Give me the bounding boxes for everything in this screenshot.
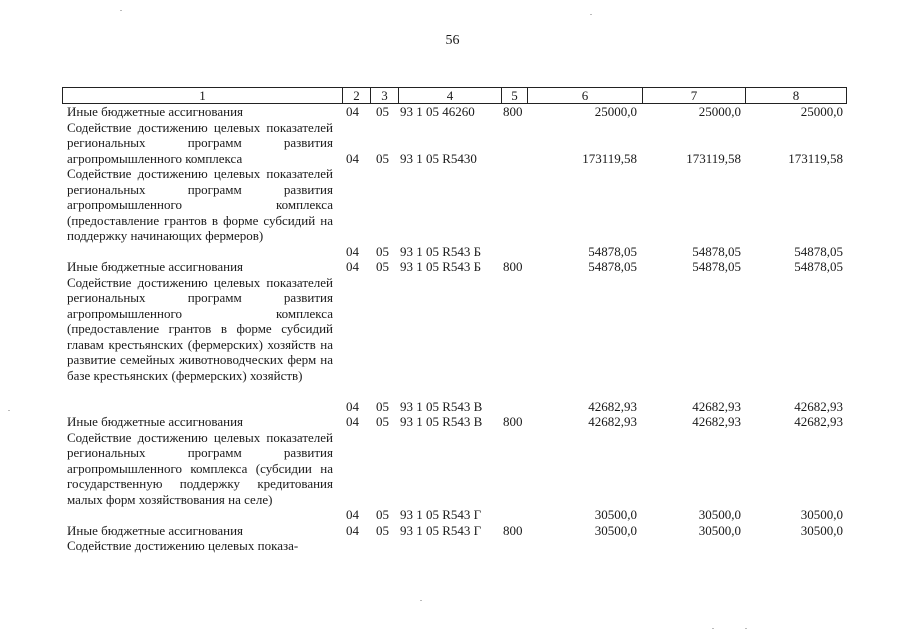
cell-c6: 30500,0 [594, 522, 637, 538]
cell-c6: 25000,0 [594, 104, 637, 119]
cell-c7: 54878,05 [692, 243, 741, 259]
cell-c7: 30500,0 [698, 507, 741, 522]
cell-c7: 42682,93 [692, 414, 741, 429]
cell-c6: 54878,05 [588, 243, 637, 259]
cell-c8: 173119,58 [788, 150, 843, 166]
cell-c8: 54878,05 [794, 243, 843, 259]
cell-c2: 04 [346, 104, 359, 119]
cell-c6: 54878,05 [588, 259, 637, 274]
header-col-4: 4 [398, 88, 501, 103]
cell-c6: 173119,58 [582, 150, 637, 166]
table-row [0, 523, 905, 539]
page-number: 56 [445, 33, 460, 48]
cell-c8: 42682,93 [794, 414, 843, 429]
row-name: Содействие достижению целевых показателей региональных программ развития агропромышленного комплекса (субсидии на государственную поддержку кредитования малых форм хозяйствования на селе) [67, 429, 333, 507]
cell-c6: 42682,93 [588, 398, 637, 414]
cell-c3: 05 [376, 414, 389, 429]
cell-c2: 04 [346, 522, 359, 538]
cell-c2: 04 [346, 150, 359, 166]
header-col-1: 1 [199, 88, 206, 103]
row-name: Содействие достижению целевых показателей региональных программ развития агропромышленного комплекса (предоставление грантов в форме субсидий главам крестьянских (фермерских) хозяйств на развитие семейных животноводческих ферм на базе крестьянских (фермерских) хозяйств) [67, 274, 333, 383]
cell-c8: 42682,93 [794, 398, 843, 414]
cell-c4: 93 1 05 R5430 [400, 150, 477, 166]
cell-c2: 04 [346, 243, 359, 259]
cell-c6: 42682,93 [588, 414, 637, 429]
cell-c4: 93 1 05 R543 Г [400, 507, 482, 522]
row-name: Содействие достижению целевых показателей региональных программ развития агропромышленного комплекса (предоставление грантов в форме субсидий на поддержку начинающих фермеров) [67, 166, 333, 243]
table-row [0, 259, 905, 275]
header-col-8: 8 [745, 88, 846, 103]
row-name: Содействие достижению целевых показателей региональных программ развития агропромышленного комплекса [67, 119, 333, 166]
cell-c3: 05 [376, 150, 389, 166]
cell-c2: 04 [346, 414, 359, 429]
row-name: Иные бюджетные ассигнования [67, 522, 244, 538]
cell-c4: 93 1 05 R543 Г [400, 522, 482, 538]
cell-c3: 05 [376, 522, 389, 538]
table-row [0, 538, 905, 554]
cell-c4: 93 1 05 R543 В [400, 398, 483, 414]
cell-c8: 54878,05 [794, 259, 843, 274]
header-col-7: 7 [642, 88, 745, 103]
cell-c5: 800 [503, 104, 523, 119]
cell-c3: 05 [376, 104, 389, 119]
table-row [0, 430, 905, 523]
cell-c8: 30500,0 [800, 522, 843, 538]
cell-c8: 25000,0 [800, 104, 843, 119]
table-row [0, 166, 905, 259]
cell-c8: 30500,0 [800, 507, 843, 522]
header-col-5: 5 [501, 88, 527, 103]
cell-c4: 93 1 05 R543 Б [400, 259, 482, 274]
cell-c5: 800 [503, 414, 523, 429]
cell-c7: 54878,05 [692, 259, 741, 274]
table-body [0, 104, 905, 554]
cell-c7: 30500,0 [698, 522, 741, 538]
cell-c4: 93 1 05 R543 В [400, 414, 483, 429]
cell-c6: 30500,0 [594, 507, 637, 522]
row-name: Содействие достижению целевых показа- [67, 538, 299, 553]
table-header [62, 87, 847, 104]
table-row [0, 104, 905, 120]
cell-c2: 04 [346, 398, 359, 414]
cell-c3: 05 [376, 398, 389, 414]
cell-c3: 05 [376, 243, 389, 259]
row-name: Иные бюджетные ассигнования [67, 414, 244, 429]
row-name: Иные бюджетные ассигнования [67, 259, 244, 274]
table-row [0, 275, 905, 415]
header-col-3: 3 [370, 88, 398, 103]
cell-c7: 25000,0 [698, 104, 741, 119]
header-col-6: 6 [527, 88, 642, 103]
cell-c3: 05 [376, 259, 389, 274]
cell-c2: 04 [346, 507, 359, 522]
table-row [0, 120, 905, 167]
cell-c5: 800 [503, 259, 523, 274]
cell-c5: 800 [503, 522, 523, 538]
cell-c7: 42682,93 [692, 398, 741, 414]
row-name: Иные бюджетные ассигнования [67, 104, 244, 119]
header-col-2: 2 [342, 88, 370, 103]
cell-c4: 93 1 05 R543 Б [400, 243, 482, 259]
cell-c4: 93 1 05 46260 [400, 104, 475, 119]
cell-c2: 04 [346, 259, 359, 274]
cell-c3: 05 [376, 507, 389, 522]
table-row [0, 414, 905, 430]
cell-c7: 173119,58 [686, 150, 741, 166]
